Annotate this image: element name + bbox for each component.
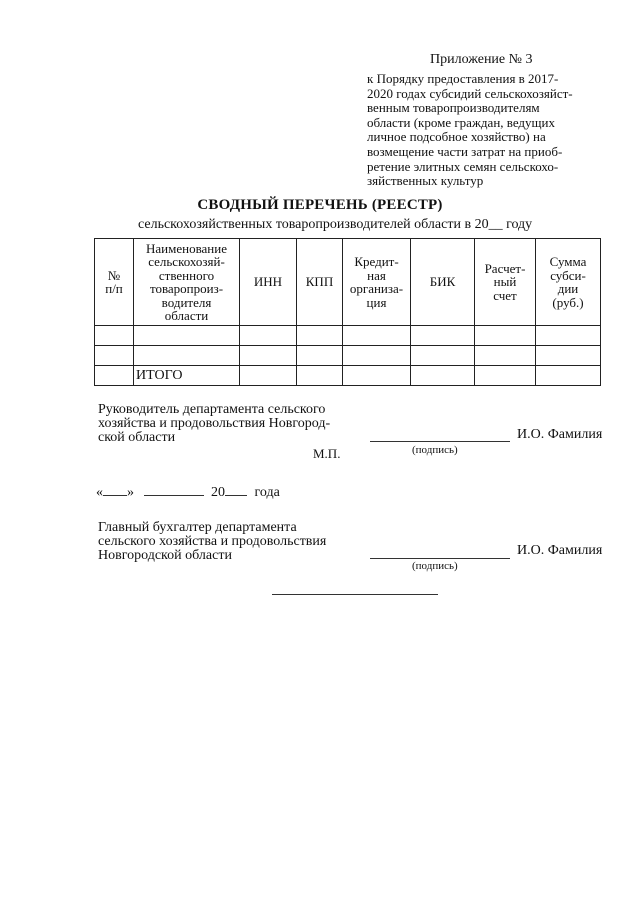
total-label: ИТОГО	[134, 366, 240, 386]
accountant-signature-line	[370, 558, 510, 559]
appendix-line: области (кроме граждан, ведущих	[367, 114, 556, 130]
column-header-number: № п/п	[95, 239, 134, 326]
stamp-placeholder: М.П.	[313, 446, 341, 461]
table-header-row	[95, 239, 601, 326]
column-header-credit-organization: Кредит- ная организа- ция	[343, 239, 411, 326]
appendix-line: 2020 годах субсидий сельскохозяйст-	[367, 85, 573, 101]
closing-separator	[272, 594, 438, 595]
appendix-line: возмещение части затрат на приоб-	[367, 143, 563, 159]
accountant-position-label: Главный бухгалтер департамента сельского хозяйства и продовольствия Новгородской области	[98, 520, 327, 563]
column-header-account: Расчет- ный счет	[475, 239, 536, 326]
appendix-line: личное подсобное хозяйство) на	[367, 129, 546, 145]
column-header-inn: ИНН	[240, 239, 297, 326]
accountant-name: И.О. Фамилия	[517, 543, 603, 558]
date-line: « » 20 года	[96, 485, 280, 500]
column-header-kpp: КПП	[297, 239, 343, 326]
head-signature-line	[370, 441, 510, 442]
column-header-bik: БИК	[411, 239, 475, 326]
month-blank	[144, 483, 204, 496]
table-row	[95, 326, 601, 346]
head-name: И.О. Фамилия	[517, 427, 603, 442]
table-row	[95, 346, 601, 366]
table-total-row	[95, 366, 601, 386]
day-blank	[103, 483, 127, 496]
document-subtitle: сельскохозяйственных товаропроизводителей области в 20__ году	[138, 217, 533, 232]
column-header-producer-name: Наименование сельскохозяй- ственного товаропроиз- водителя области	[134, 239, 240, 326]
appendix-title: Приложение № 3	[430, 52, 533, 67]
year-blank	[225, 483, 247, 496]
appendix-line: венным товаропроизводителям	[367, 100, 540, 116]
document-title: СВОДНЫЙ ПЕРЕЧЕНЬ (РЕЕСТР)	[197, 197, 443, 213]
appendix-reference	[367, 72, 627, 189]
appendix-line: ретение элитных семян сельскохо-	[367, 158, 559, 174]
registry-table	[94, 238, 601, 386]
appendix-line: зяйственных культур	[367, 173, 484, 189]
accountant-signature-caption: (подпись)	[412, 560, 458, 572]
appendix-line: к Порядку предоставления в 2017-	[367, 71, 559, 86]
head-signature-caption: (подпись)	[412, 444, 458, 456]
head-position-label: Руководитель департамента сельского хозяйства и продовольствия Новгород- ской области	[98, 402, 331, 445]
column-header-subsidy-amount: Сумма субси- дии (руб.)	[536, 239, 601, 326]
